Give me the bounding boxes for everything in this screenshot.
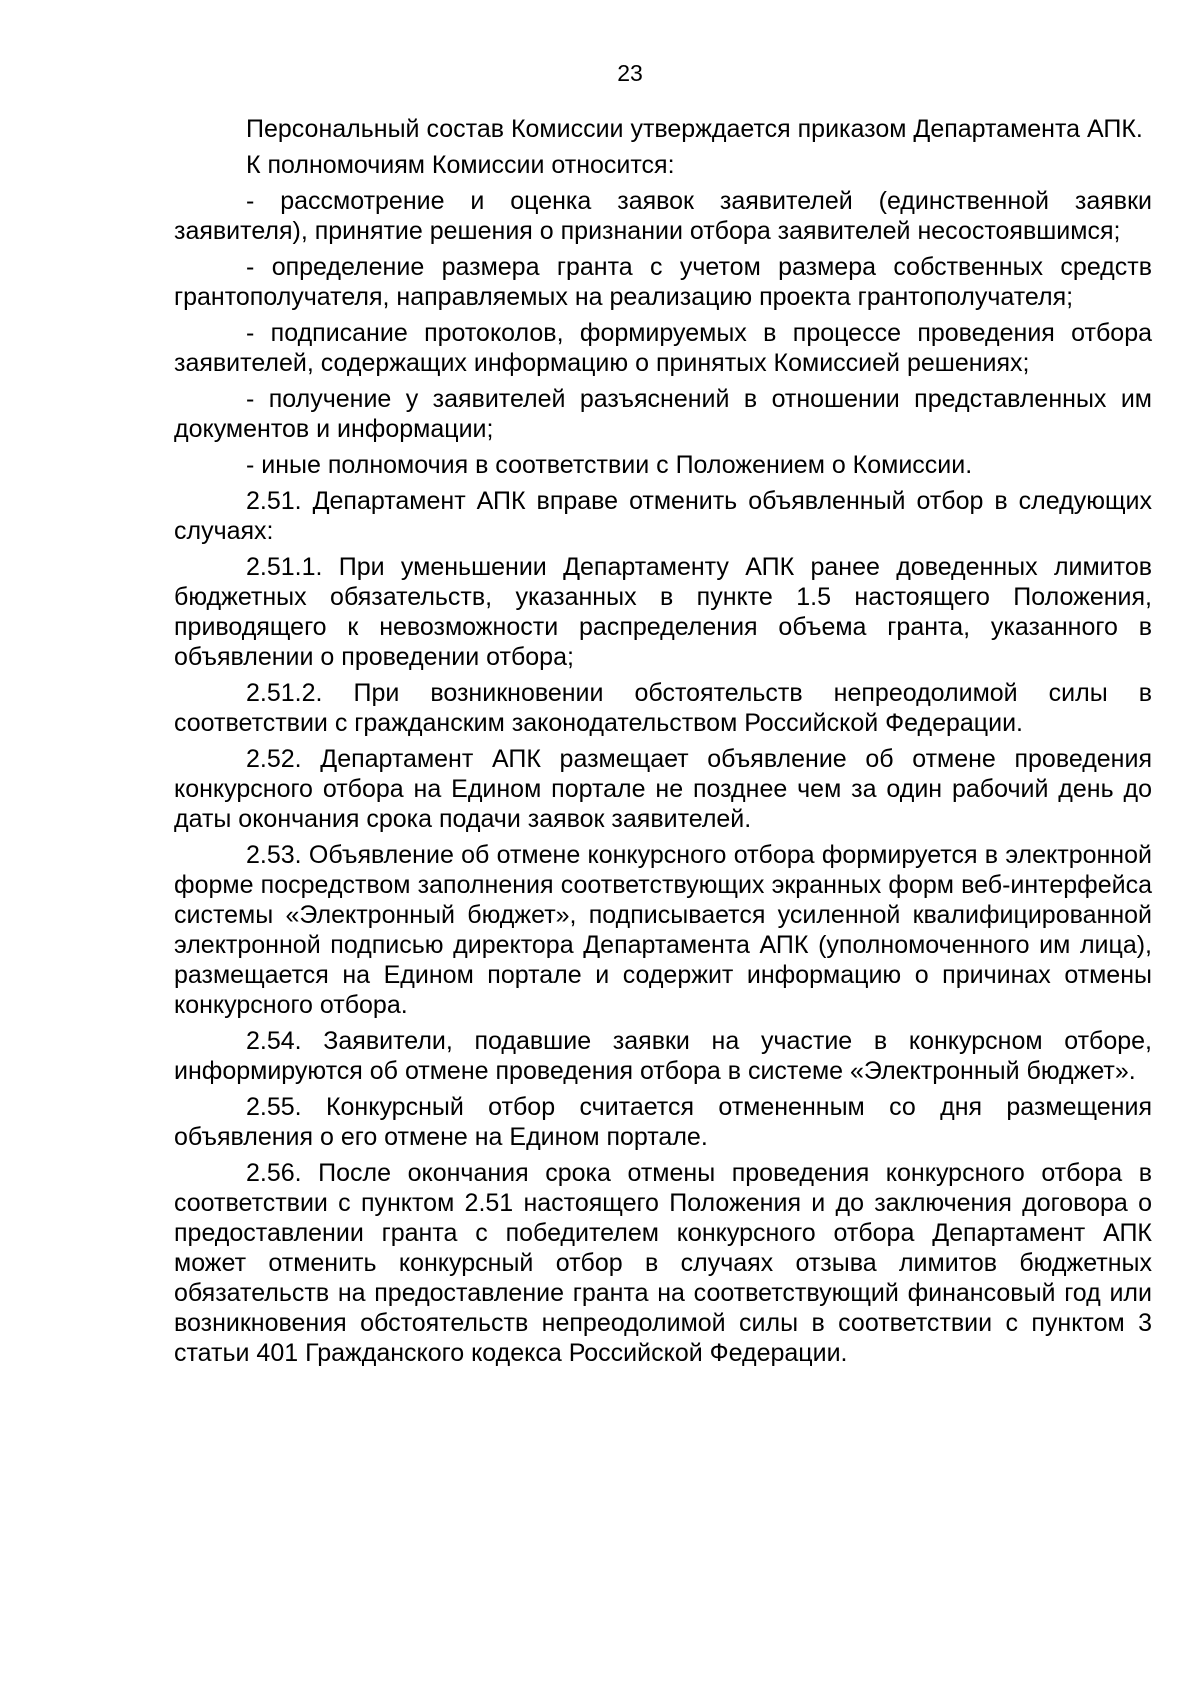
paragraph-power-clarifications: - получение у заявителей разъяснений в отношении представленных им документов и информации; bbox=[174, 385, 1152, 443]
paragraph-power-grant-size: - определение размера гранта с учетом размера собственных средств грантополучателя, направляемых на реализацию проекта грантополучателя; bbox=[174, 253, 1152, 311]
paragraph-2-51-2: 2.51.2. При возникновении обстоятельств непреодолимой силы в соответствии с гражданским законодательством Российской Федерации. bbox=[174, 679, 1152, 737]
document-body bbox=[174, 114, 1152, 1374]
paragraph-2-55: 2.55. Конкурсный отбор считается отмененным со дня размещения объявления о его отмене на Едином портале. bbox=[174, 1093, 1152, 1151]
page-number: 23 bbox=[617, 60, 643, 86]
paragraph-2-51-1: 2.51.1. При уменьшении Департаменту АПК ранее доведенных лимитов бюджетных обязательств, указанных в пункте 1.5 настоящего Положения, приводящего к невозможности распределения объема гранта, указанного в объявлении о проведении отбора; bbox=[174, 553, 1152, 671]
paragraph-power-review: - рассмотрение и оценка заявок заявителей (единственной заявки заявителя), принятие решения о признании отбора заявителей несостоявшимся; bbox=[174, 187, 1152, 245]
paragraph-power-other: - иные полномочия в соответствии с Положением о Комиссии. bbox=[246, 451, 973, 479]
paragraph-power-protocols: - подписание протоколов, формируемых в процессе проведения отбора заявителей, содержащих информацию о принятых Комиссией решениях; bbox=[174, 319, 1152, 377]
paragraph-2-53: 2.53. Объявление об отмене конкурсного отбора формируется в электронной форме посредством заполнения соответствующих экранных форм веб-интерфейса системы «Электронный бюджет», подписывается усиленной квалифицированной электронной подписью директора Департамента АПК (уполномоченного им лица), размещается на Едином портале и содержит информацию о причинах отмены конкурсного отбора. bbox=[174, 841, 1152, 1019]
paragraph-2-51: 2.51. Департамент АПК вправе отменить объявленный отбор в следующих случаях: bbox=[174, 487, 1152, 545]
paragraph-2-54: 2.54. Заявители, подавшие заявки на участие в конкурсном отборе, информируются об отмене проведения отбора в системе «Электронный бюджет». bbox=[174, 1027, 1152, 1085]
paragraph-commission-composition: Персональный состав Комиссии утверждается приказом Департамента АПК. bbox=[246, 115, 1143, 143]
paragraph-2-52: 2.52. Департамент АПК размещает объявление об отмене проведения конкурсного отбора на Едином портале не позднее чем за один рабочий день до даты окончания срока подачи заявок заявителей. bbox=[174, 745, 1152, 833]
paragraph-2-56: 2.56. После окончания срока отмены проведения конкурсного отбора в соответствии с пунктом 2.51 настоящего Положения и до заключения договора о предоставлении гранта с победителем конкурсного отбора Департамент АПК может отменить конкурсный отбор в случаях отзыва лимитов бюджетных обязательств на предоставление гранта на соответствующий финансовый год или возникновения обстоятельств непреодолимой силы в соответствии с пунктом 3 статьи 401 Гражданского кодекса Российской Федерации. bbox=[174, 1159, 1152, 1367]
paragraph-commission-powers-intro: К полномочиям Комиссии относится: bbox=[246, 151, 675, 179]
